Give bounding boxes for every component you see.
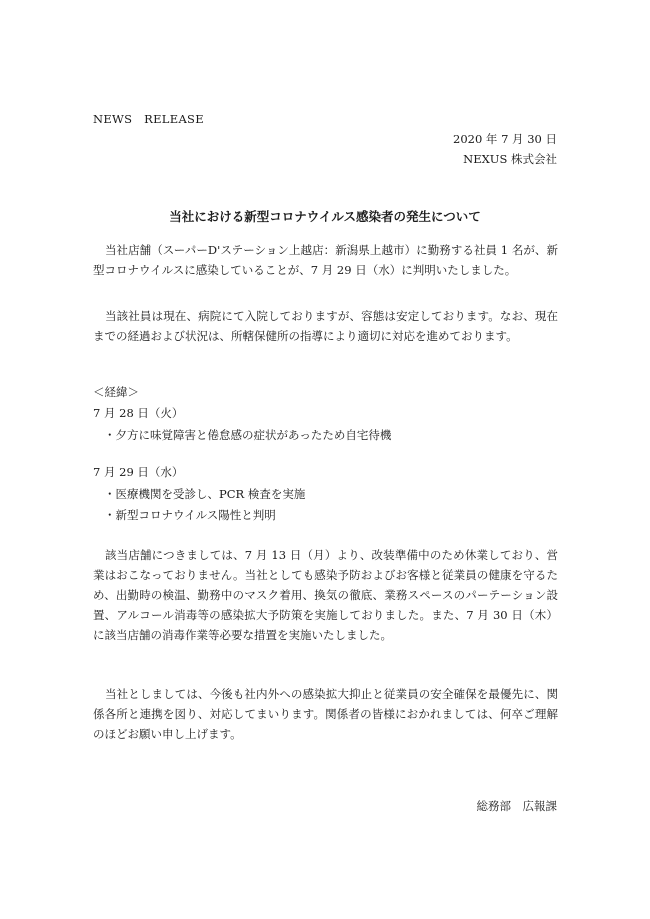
paragraph-store-measures: 該当店舗につきましては、7 月 13 日（月）より、改装準備中のため休業しており、営業はおこなっておりません。当社としても感染予防およびお客様と従業員の健康を守るため、出勤時の検温、勤務中のマスク着用、換気の徹底、業務スペースのパーテーション設置、アルコール消毒等の感染拡大予防策を実施しておりました。また、7 月 30 日（木）に該当店舗の消毒作業等必要な措置を実施いたしました。: [93, 548, 558, 642]
news-release-label: NEWS RELEASE: [93, 112, 204, 126]
paragraph-employee-status: 当該社員は現在、病院にて入院しておりますが、容態は安定しております。なお、現在までの経過および状況は、所轄保健所の指導により適切に対応を進めております。: [93, 309, 558, 343]
release-date: 2020 年 7 月 30 日: [453, 132, 557, 146]
timeline-item: ・医療機関を受診し、PCR 検査を実施: [104, 487, 306, 501]
document-title: 当社における新型コロナウイルス感染者の発生について: [169, 209, 481, 224]
department-signature: 総務部 広報課: [476, 799, 557, 813]
timeline-date-2: 7 月 29 日（水）: [93, 465, 184, 479]
paragraph-company-policy: 当社としましては、今後も社内外への感染拡大抑止と従業員の安全確保を最優先に、関係各所と連携を図り、対応してまいります。関係者の皆様におかれましては、何卒ご理解のほどお願い申し上げます。: [93, 687, 558, 741]
timeline-date-1: 7 月 28 日（火）: [93, 406, 184, 420]
company-name: NEXUS 株式会社: [463, 152, 557, 166]
paragraph-infection-report: 当社店舗（スーパーD'ステーション上越店：新潟県上越市）に勤務する社員 1 名が、新型コロナウイルスに感染していることが、7 月 29 日（水）に判明いたしました。: [93, 243, 558, 277]
timeline-item: ・新型コロナウイルス陽性と判明: [104, 508, 276, 522]
timeline-heading: ＜経緯＞: [93, 385, 139, 399]
timeline-item: ・夕方に味覚障害と倦怠感の症状があったため自宅待機: [104, 428, 392, 442]
